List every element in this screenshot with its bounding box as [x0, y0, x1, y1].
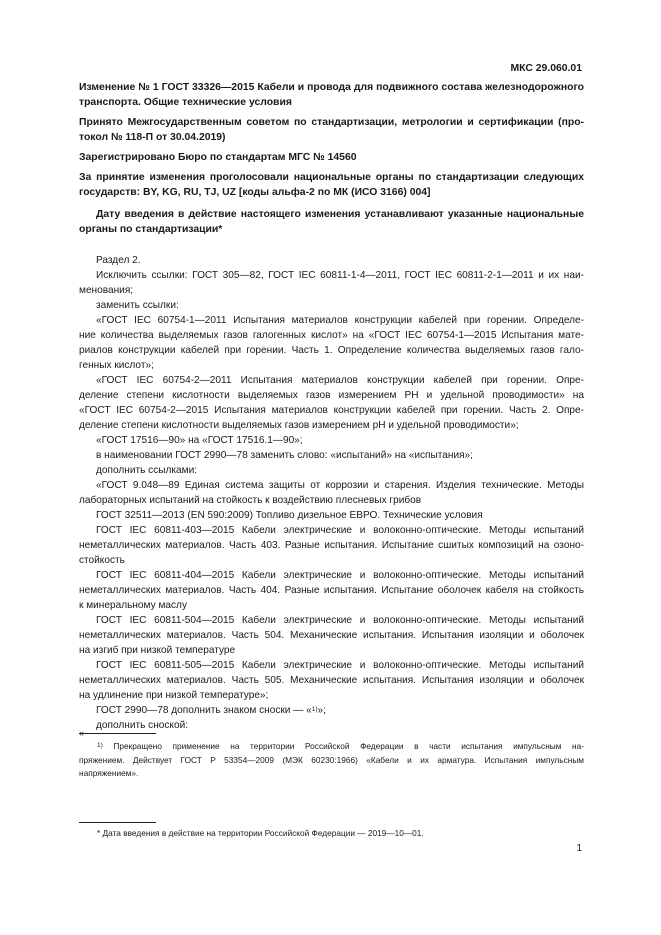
- adopted-statement: [79, 115, 584, 145]
- body-line: Раздел 2.: [96, 255, 141, 266]
- introduction-date-statement: [79, 207, 584, 237]
- body-line: генных кислот»;: [79, 360, 154, 371]
- body-line: Исключить ссылки: ГОСТ 305—82, ГОСТ IEC 60811-1-4—2011, ГОСТ IEC 60811-2-1—2011 и их наи-: [96, 270, 584, 281]
- body-line: стойкость: [79, 555, 125, 566]
- body-line: неметаллических материалов. Часть 505. Механические испытания. Испытания изоляции и оболочек: [79, 675, 584, 686]
- body-line: ние количества выделяемых газов галогенных кислот» на «ГОСТ IEC 60754-1—2015 Испытания мате-: [79, 330, 584, 341]
- body-line: лабораторных испытаний на стойкость к воздействию плесневых грибов: [79, 495, 422, 506]
- body-line: менования;: [79, 285, 134, 296]
- body-line: в наименовании ГОСТ 2990—78 заменить слово: «испытаний» на «испытания»;: [96, 450, 473, 461]
- body-line: заменить ссылки:: [96, 300, 179, 311]
- registered-statement: Зарегистрировано Бюро по стандартам МГС № 14560: [79, 152, 357, 163]
- body-line: «ГОСТ IEC 60754-2—2015 Испытания материалов конструкции кабелей при горении. Часть 2. Опре-: [79, 405, 584, 416]
- body-line: неметаллических материалов. Часть 403. Разные испытания. Испытание сшитых композиций на озоно-: [79, 540, 584, 551]
- body-line: «ГОСТ 9.048—89 Единая система защиты от коррозии и старения. Изделия технические. Методы: [96, 480, 584, 491]
- inner-footnote-line: [79, 740, 584, 754]
- date-line: Дату введения в действие настоящего изменения устанавливают указанные национальные: [96, 209, 584, 220]
- body-line: на удлинение при низкой температуре»;: [79, 690, 269, 701]
- gost2990-footnote-mark-line: [79, 703, 584, 718]
- body-line: риалов конструкции кабелей при горении. Часть 1. Определение количества выделяемых газов гало-: [79, 345, 584, 356]
- footnote-rule: [79, 733, 156, 734]
- amendment-title-line: Изменение № 1 ГОСТ 33326—2015 Кабели и провода для подвижного состава железнодорожного: [79, 82, 584, 93]
- body-line: «ГОСТ 17516—90» на «ГОСТ 17516.1—90»;: [96, 435, 303, 446]
- inner-footnote-line: пряжением. Действует ГОСТ Р 53354—2009 (МЭК 60230:1966) «Кабели и их арматура. Испытания импульсным: [79, 754, 584, 765]
- inner-footnote: [79, 740, 584, 781]
- body-line: «ГОСТ IEC 60754-1—2011 Испытания материалов конструкции кабелей при горении. Определе-: [96, 315, 584, 326]
- body-line: неметаллических материалов. Часть 504. Механические испытания. Испытания изоляции и оболочек: [79, 630, 584, 641]
- footnote-open-quote: «: [79, 728, 85, 738]
- inner-footnote-mark: 1): [97, 742, 103, 749]
- body-line: ГОСТ IEC 60811-504—2015 Кабели электрические и волоконно-оптические. Методы испытаний: [96, 615, 584, 626]
- body-line: неметаллических материалов. Часть 404. Разные испытания. Испытание оболочек кабеля на стойкость: [79, 585, 584, 596]
- body-line: ГОСТ 32511—2013 (EN 590:2009) Топливо дизельное ЕВРО. Технические условия: [96, 510, 483, 521]
- body-line: деление степени кислотности выделяемых газов измерением pH и удельной проводимости»;: [79, 420, 519, 431]
- voted-line: государств: BY, KG, RU, TJ, UZ [коды альфа-2 по МК (ИСО 3166) 004]: [79, 187, 431, 198]
- gost2990-text: ГОСТ 2990—78 дополнить знаком сноски — «: [96, 705, 312, 716]
- voted-statement: [79, 170, 584, 200]
- voted-line: За принятие изменения проголосовали национальные органы по стандартизации следующих: [79, 172, 584, 183]
- date-line: органы по стандартизации*: [79, 224, 223, 235]
- page-footnote: * Дата введения в действие на территории Российской Федерации — 2019—10—01.: [97, 828, 424, 838]
- add-footnote-line: дополнить сноской:: [96, 720, 189, 731]
- footnote-mark: 1): [311, 706, 318, 713]
- gost2990-text-end: »;: [317, 705, 326, 716]
- amendment-title-line: транспорта. Общие технические условия: [79, 97, 292, 108]
- body-line: ГОСТ IEC 60811-403—2015 Кабели электрические и волоконно-оптические. Методы испытаний: [96, 525, 584, 536]
- body-line: «ГОСТ IEC 60754-2—2011 Испытания материалов конструкции кабелей при горении. Опре-: [96, 375, 584, 386]
- adopted-line: Принято Межгосударственным советом по стандартизации, метрологии и сертификации (про-: [79, 117, 584, 128]
- inner-footnote-text: Прекращено применение на территории Российской Федерации в части испытания импульсным на-: [113, 741, 584, 751]
- body-line: ГОСТ IEC 60811-505—2015 Кабели электрические и волоконно-оптические. Методы испытаний: [96, 660, 584, 671]
- classification-code: МКС 29.060.01: [510, 63, 582, 74]
- body-line: ГОСТ IEC 60811-404—2015 Кабели электрические и волоконно-оптические. Методы испытаний: [96, 570, 584, 581]
- adopted-line: токол № 118-П от 30.04.2019): [79, 132, 226, 143]
- body-line: дополнить ссылками:: [96, 465, 198, 476]
- body-line: к минеральному маслу: [79, 600, 187, 611]
- inner-footnote-line: напряжением».: [79, 768, 139, 779]
- body-line: деление степени кислотности выделяемых газов измерением PH и удельной проводимости» на: [79, 390, 584, 401]
- body-line: на изгиб при низкой температуре: [79, 645, 236, 656]
- page-footnote-rule: [79, 822, 156, 823]
- amendment-body: [79, 253, 584, 733]
- page-number: 1: [576, 843, 582, 854]
- amendment-title: [79, 80, 584, 110]
